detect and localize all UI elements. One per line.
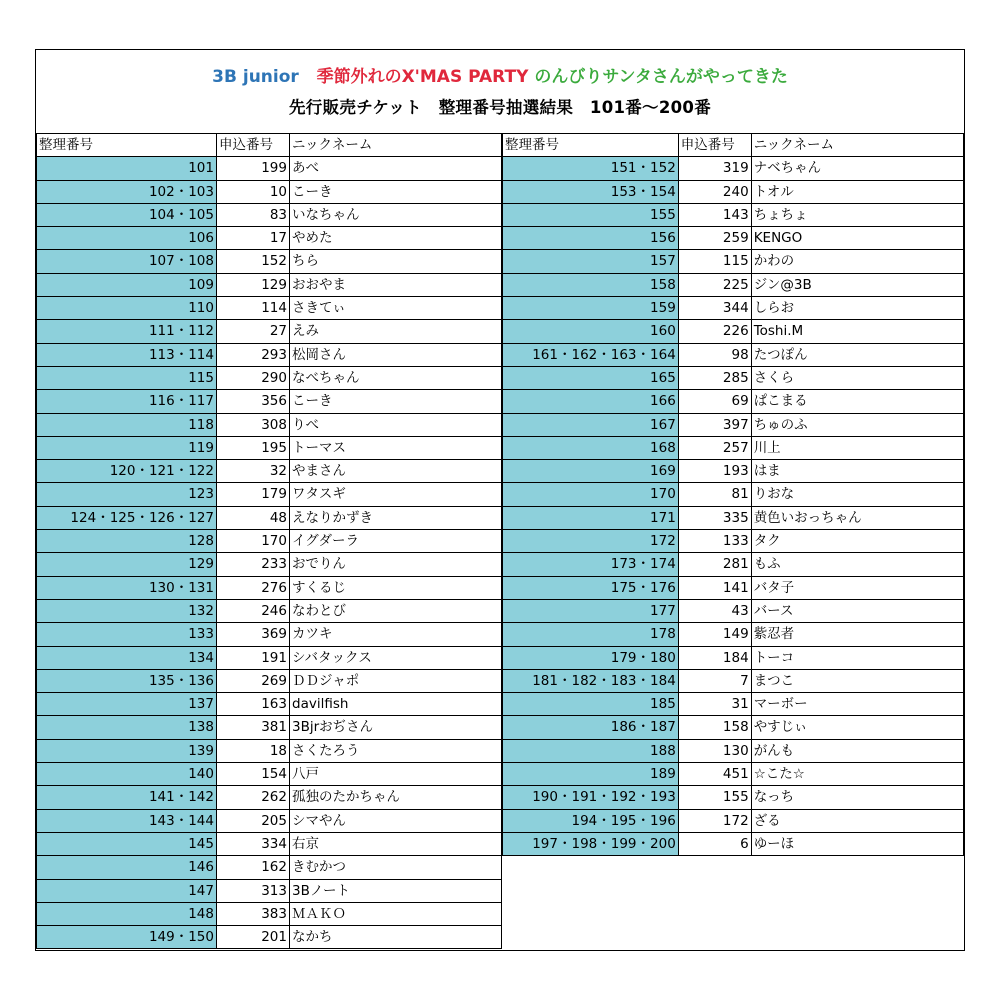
table-row xyxy=(37,669,502,692)
application-cell: 259 xyxy=(678,227,751,250)
application-cell: 48 xyxy=(217,506,290,529)
application-cell: 43 xyxy=(678,599,751,622)
application-cell: 369 xyxy=(217,623,290,646)
table-row xyxy=(503,320,964,343)
application-cell: 152 xyxy=(217,250,290,273)
table-row xyxy=(37,343,502,366)
application-cell: 199 xyxy=(217,157,290,180)
table-row xyxy=(503,157,964,180)
nickname-cell: カツキ xyxy=(290,623,502,646)
header-nickname: ニックネーム xyxy=(751,134,963,157)
nickname-cell: ＤＤジャポ xyxy=(290,669,502,692)
application-cell: 179 xyxy=(217,483,290,506)
number-cell: 173・174 xyxy=(503,553,679,576)
table-row xyxy=(503,786,964,809)
application-cell: 170 xyxy=(217,530,290,553)
table-row xyxy=(37,576,502,599)
nickname-cell: たつぽん xyxy=(751,343,963,366)
table-row xyxy=(37,879,502,902)
nickname-cell: davilfish xyxy=(290,693,502,716)
nickname-cell: KENGO xyxy=(751,227,963,250)
table-row xyxy=(37,227,502,250)
nickname-cell: トーマス xyxy=(290,436,502,459)
number-cell: 137 xyxy=(37,693,217,716)
number-cell: 153・154 xyxy=(503,180,679,203)
number-cell: 151・152 xyxy=(503,157,679,180)
application-cell: 172 xyxy=(678,809,751,832)
number-cell: 168 xyxy=(503,436,679,459)
nickname-cell: イグダーラ xyxy=(290,530,502,553)
nickname-cell: おでりん xyxy=(290,553,502,576)
application-cell: 293 xyxy=(217,343,290,366)
application-cell: 191 xyxy=(217,646,290,669)
application-cell: 115 xyxy=(678,250,751,273)
nickname-cell: 3Bノート xyxy=(290,879,502,902)
number-cell: 167 xyxy=(503,413,679,436)
application-cell: 276 xyxy=(217,576,290,599)
number-cell: 185 xyxy=(503,693,679,716)
left-results-table xyxy=(36,133,502,949)
header-application: 申込番号 xyxy=(217,134,290,157)
number-cell: 135・136 xyxy=(37,669,217,692)
number-cell: 149・150 xyxy=(37,926,217,949)
table-row xyxy=(503,669,964,692)
number-cell: 169 xyxy=(503,460,679,483)
number-cell: 189 xyxy=(503,763,679,786)
application-cell: 335 xyxy=(678,506,751,529)
event-title xyxy=(36,62,964,87)
nickname-cell: 松岡さん xyxy=(290,343,502,366)
table-header-row xyxy=(37,134,502,157)
nickname-cell: かわの xyxy=(751,250,963,273)
nickname-cell: えなりかずき xyxy=(290,506,502,529)
application-cell: 10 xyxy=(217,180,290,203)
table-row xyxy=(37,926,502,949)
nickname-cell: ざる xyxy=(751,809,963,832)
header-application: 申込番号 xyxy=(678,134,751,157)
nickname-cell: ナベちゃん xyxy=(751,157,963,180)
number-cell: 178 xyxy=(503,623,679,646)
table-row xyxy=(503,273,964,296)
application-cell: 27 xyxy=(217,320,290,343)
application-cell: 240 xyxy=(678,180,751,203)
nickname-cell: タク xyxy=(751,530,963,553)
number-cell: 106 xyxy=(37,227,217,250)
application-cell: 18 xyxy=(217,739,290,762)
application-cell: 129 xyxy=(217,273,290,296)
application-cell: 114 xyxy=(217,297,290,320)
application-cell: 141 xyxy=(678,576,751,599)
application-cell: 233 xyxy=(217,553,290,576)
table-row xyxy=(37,506,502,529)
table-row xyxy=(37,157,502,180)
table-row xyxy=(37,436,502,459)
number-cell: 133 xyxy=(37,623,217,646)
number-cell: 156 xyxy=(503,227,679,250)
application-cell: 201 xyxy=(217,926,290,949)
header-number: 整理番号 xyxy=(503,134,679,157)
number-cell: 158 xyxy=(503,273,679,296)
table-row xyxy=(503,227,964,250)
number-cell: 186・187 xyxy=(503,716,679,739)
nickname-cell: なわとび xyxy=(290,599,502,622)
application-cell: 225 xyxy=(678,273,751,296)
application-cell: 184 xyxy=(678,646,751,669)
nickname-cell: いなちゃん xyxy=(290,203,502,226)
application-cell: 205 xyxy=(217,809,290,832)
application-cell: 381 xyxy=(217,716,290,739)
number-cell: 132 xyxy=(37,599,217,622)
application-cell: 344 xyxy=(678,297,751,320)
table-row xyxy=(37,716,502,739)
table-row xyxy=(37,530,502,553)
application-cell: 154 xyxy=(217,763,290,786)
nickname-cell: 八戸 xyxy=(290,763,502,786)
nickname-cell: ワタスギ xyxy=(290,483,502,506)
application-cell: 257 xyxy=(678,436,751,459)
number-cell: 170 xyxy=(503,483,679,506)
table-row xyxy=(37,250,502,273)
nickname-cell: えみ xyxy=(290,320,502,343)
table-row xyxy=(503,203,964,226)
nickname-cell: ちら xyxy=(290,250,502,273)
table-row xyxy=(37,623,502,646)
application-cell: 133 xyxy=(678,530,751,553)
number-cell: 146 xyxy=(37,856,217,879)
nickname-cell: りべ xyxy=(290,413,502,436)
nickname-cell: バース xyxy=(751,599,963,622)
number-cell: 171 xyxy=(503,506,679,529)
application-cell: 158 xyxy=(678,716,751,739)
nickname-cell: ジン@3B xyxy=(751,273,963,296)
application-cell: 31 xyxy=(678,693,751,716)
table-row xyxy=(503,530,964,553)
application-cell: 195 xyxy=(217,436,290,459)
table-row xyxy=(503,343,964,366)
document-header xyxy=(36,50,964,134)
nickname-cell: しらお xyxy=(751,297,963,320)
table-row xyxy=(503,553,964,576)
nickname-cell: りおな xyxy=(751,483,963,506)
right-results-table xyxy=(502,133,964,856)
number-cell: 119 xyxy=(37,436,217,459)
table-row xyxy=(503,436,964,459)
table-row xyxy=(503,693,964,716)
nickname-cell: きむかつ xyxy=(290,856,502,879)
table-row xyxy=(503,250,964,273)
number-cell: 107・108 xyxy=(37,250,217,273)
number-cell: 120・121・122 xyxy=(37,460,217,483)
application-cell: 262 xyxy=(217,786,290,809)
table-row xyxy=(37,483,502,506)
table-row xyxy=(37,366,502,389)
table-row xyxy=(503,413,964,436)
number-cell: 141・142 xyxy=(37,786,217,809)
table-row xyxy=(37,599,502,622)
table-row xyxy=(503,483,964,506)
nickname-cell: 3Bjrおぢさん xyxy=(290,716,502,739)
number-cell: 101 xyxy=(37,157,217,180)
application-cell: 451 xyxy=(678,763,751,786)
nickname-cell: やすじぃ xyxy=(751,716,963,739)
nickname-cell: おおやま xyxy=(290,273,502,296)
application-cell: 155 xyxy=(678,786,751,809)
number-cell: 177 xyxy=(503,599,679,622)
application-cell: 246 xyxy=(217,599,290,622)
table-row xyxy=(503,460,964,483)
application-cell: 163 xyxy=(217,693,290,716)
number-cell: 148 xyxy=(37,902,217,925)
nickname-cell: トーコ xyxy=(751,646,963,669)
table-row xyxy=(503,763,964,786)
number-cell: 194・195・196 xyxy=(503,809,679,832)
nickname-cell: はま xyxy=(751,460,963,483)
number-cell: 111・112 xyxy=(37,320,217,343)
application-cell: 143 xyxy=(678,203,751,226)
number-cell: 197・198・199・200 xyxy=(503,832,679,855)
number-cell: 130・131 xyxy=(37,576,217,599)
application-cell: 290 xyxy=(217,366,290,389)
application-cell: 162 xyxy=(217,856,290,879)
nickname-cell: やまさん xyxy=(290,460,502,483)
number-cell: 145 xyxy=(37,832,217,855)
nickname-cell: がんも xyxy=(751,739,963,762)
number-cell: 181・182・183・184 xyxy=(503,669,679,692)
nickname-cell: すくるじ xyxy=(290,576,502,599)
number-cell: 175・176 xyxy=(503,576,679,599)
number-cell: 124・125・126・127 xyxy=(37,506,217,529)
application-cell: 6 xyxy=(678,832,751,855)
table-row xyxy=(37,180,502,203)
nickname-cell: 右京 xyxy=(290,832,502,855)
nickname-cell: ちゅのふ xyxy=(751,413,963,436)
nickname-cell: 孤独のたかちゃん xyxy=(290,786,502,809)
application-cell: 313 xyxy=(217,879,290,902)
nickname-cell: ☆こた☆ xyxy=(751,763,963,786)
application-cell: 397 xyxy=(678,413,751,436)
nickname-cell: こーき xyxy=(290,180,502,203)
title-group-name: 3B junior xyxy=(212,67,299,87)
title-event-name: 季節外れのX'MAS PARTY xyxy=(316,67,529,87)
nickname-cell: ちょちょ xyxy=(751,203,963,226)
application-cell: 334 xyxy=(217,832,290,855)
table-row xyxy=(503,646,964,669)
table-row xyxy=(37,646,502,669)
nickname-cell: シバタックス xyxy=(290,646,502,669)
application-cell: 130 xyxy=(678,739,751,762)
nickname-cell: なっち xyxy=(751,786,963,809)
application-cell: 356 xyxy=(217,390,290,413)
nickname-cell: やめた xyxy=(290,227,502,250)
number-cell: 165 xyxy=(503,366,679,389)
table-row xyxy=(37,786,502,809)
application-cell: 383 xyxy=(217,902,290,925)
nickname-cell: ゆーほ xyxy=(751,832,963,855)
nickname-cell: なべちゃん xyxy=(290,366,502,389)
table-row xyxy=(37,856,502,879)
table-row xyxy=(37,460,502,483)
application-cell: 193 xyxy=(678,460,751,483)
number-cell: 155 xyxy=(503,203,679,226)
nickname-cell: トオル xyxy=(751,180,963,203)
nickname-cell: ＭＡＫＯ xyxy=(290,902,502,925)
table-row xyxy=(37,832,502,855)
table-row xyxy=(503,576,964,599)
nickname-cell: もふ xyxy=(751,553,963,576)
application-cell: 32 xyxy=(217,460,290,483)
table-row xyxy=(37,203,502,226)
number-cell: 190・191・192・193 xyxy=(503,786,679,809)
number-cell: 129 xyxy=(37,553,217,576)
number-cell: 116・117 xyxy=(37,390,217,413)
number-cell: 104・105 xyxy=(37,203,217,226)
table-row xyxy=(37,902,502,925)
nickname-cell: なかち xyxy=(290,926,502,949)
table-row xyxy=(503,716,964,739)
number-cell: 113・114 xyxy=(37,343,217,366)
table-row xyxy=(503,832,964,855)
number-cell: 166 xyxy=(503,390,679,413)
nickname-cell: マーボー xyxy=(751,693,963,716)
number-cell: 172 xyxy=(503,530,679,553)
table-row xyxy=(503,506,964,529)
nickname-cell: バタ子 xyxy=(751,576,963,599)
nickname-cell: まつこ xyxy=(751,669,963,692)
table-row xyxy=(37,693,502,716)
number-cell: 115 xyxy=(37,366,217,389)
application-cell: 319 xyxy=(678,157,751,180)
number-cell: 143・144 xyxy=(37,809,217,832)
results-document xyxy=(35,49,965,951)
number-cell: 138 xyxy=(37,716,217,739)
application-cell: 285 xyxy=(678,366,751,389)
table-row xyxy=(503,366,964,389)
number-cell: 147 xyxy=(37,879,217,902)
table-row xyxy=(503,180,964,203)
application-cell: 308 xyxy=(217,413,290,436)
title-event-subname: のんびりサンタさんがやってきた xyxy=(534,67,788,87)
number-cell: 140 xyxy=(37,763,217,786)
number-cell: 188 xyxy=(503,739,679,762)
number-cell: 157 xyxy=(503,250,679,273)
table-row xyxy=(503,390,964,413)
table-row xyxy=(37,273,502,296)
number-cell: 102・103 xyxy=(37,180,217,203)
application-cell: 69 xyxy=(678,390,751,413)
table-row xyxy=(503,599,964,622)
nickname-cell: さくら xyxy=(751,366,963,389)
table-row xyxy=(37,553,502,576)
number-cell: 160 xyxy=(503,320,679,343)
application-cell: 81 xyxy=(678,483,751,506)
nickname-cell: 紫忍者 xyxy=(751,623,963,646)
number-cell: 123 xyxy=(37,483,217,506)
table-row xyxy=(503,623,964,646)
table-row xyxy=(503,297,964,320)
application-cell: 17 xyxy=(217,227,290,250)
header-nickname: ニックネーム xyxy=(290,134,502,157)
application-cell: 149 xyxy=(678,623,751,646)
header-number: 整理番号 xyxy=(37,134,217,157)
table-row xyxy=(37,763,502,786)
number-cell: 161・162・163・164 xyxy=(503,343,679,366)
application-cell: 83 xyxy=(217,203,290,226)
table-row xyxy=(37,413,502,436)
nickname-cell: ぱこまる xyxy=(751,390,963,413)
table-header-row xyxy=(503,134,964,157)
nickname-cell: さきてぃ xyxy=(290,297,502,320)
number-cell: 109 xyxy=(37,273,217,296)
nickname-cell: こーき xyxy=(290,390,502,413)
application-cell: 281 xyxy=(678,553,751,576)
number-cell: 110 xyxy=(37,297,217,320)
nickname-cell: 川上 xyxy=(751,436,963,459)
table-row xyxy=(37,809,502,832)
table-row xyxy=(37,320,502,343)
application-cell: 226 xyxy=(678,320,751,343)
number-cell: 139 xyxy=(37,739,217,762)
table-row xyxy=(37,297,502,320)
number-cell: 128 xyxy=(37,530,217,553)
application-cell: 7 xyxy=(678,669,751,692)
table-row xyxy=(37,739,502,762)
nickname-cell: Toshi.M xyxy=(751,320,963,343)
table-row xyxy=(503,739,964,762)
number-cell: 179・180 xyxy=(503,646,679,669)
number-cell: 159 xyxy=(503,297,679,320)
nickname-cell: シマやん xyxy=(290,809,502,832)
nickname-cell: あべ xyxy=(290,157,502,180)
application-cell: 269 xyxy=(217,669,290,692)
application-cell: 98 xyxy=(678,343,751,366)
number-cell: 118 xyxy=(37,413,217,436)
table-row xyxy=(503,809,964,832)
number-cell: 134 xyxy=(37,646,217,669)
nickname-cell: 黄色いおっちゃん xyxy=(751,506,963,529)
page-subtitle: 先行販売チケット 整理番号抽選結果 101番～200番 xyxy=(289,98,711,117)
nickname-cell: さくたろう xyxy=(290,739,502,762)
table-row xyxy=(37,390,502,413)
